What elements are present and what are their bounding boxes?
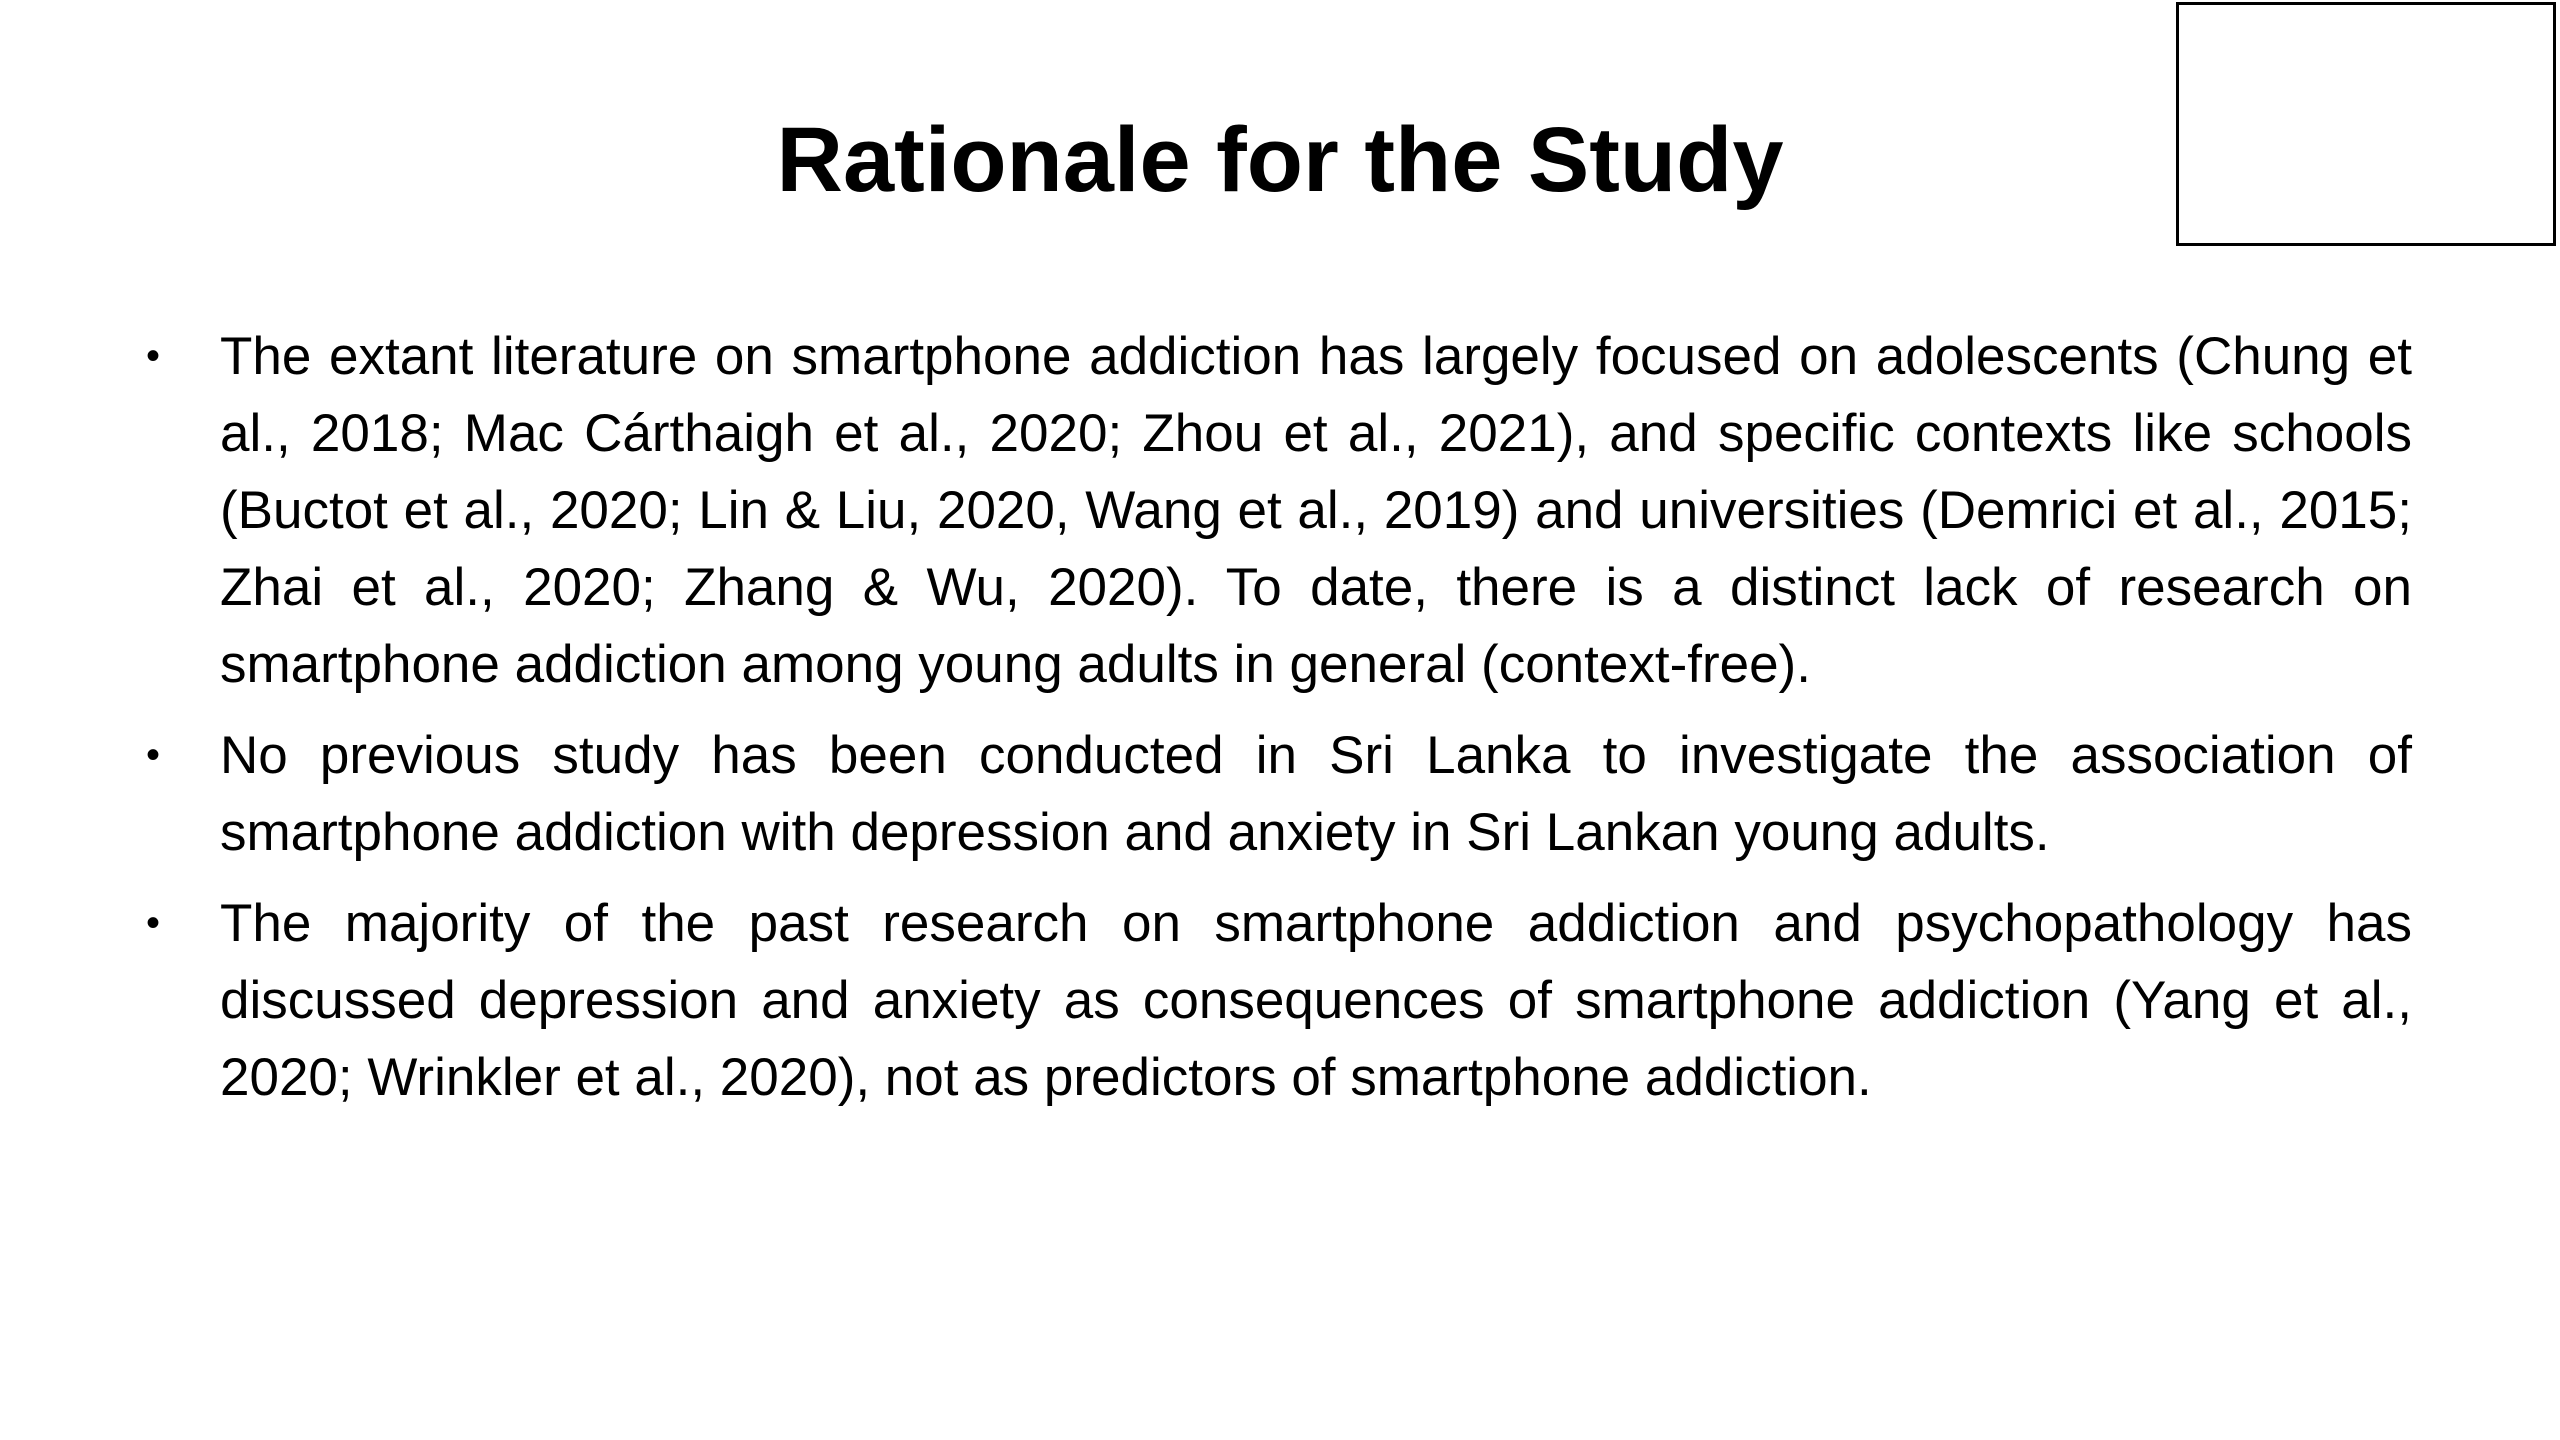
bullet-item	[140, 885, 2412, 1116]
bullet-icon: •	[146, 733, 161, 777]
slide-title: Rationale for the Study	[776, 109, 1784, 211]
bullet-list	[140, 318, 2412, 1130]
placeholder-box	[2176, 2, 2556, 246]
bullet-item	[140, 717, 2412, 871]
bullet-icon: •	[146, 334, 161, 378]
bullet-text: The extant literature on smartphone addiction has largely focused on adolescents (Chung et al., 2018; Mac Cárthaigh et al., 2020; Zhou et al., 2021), and specific contexts like schools (Buctot et al., 2020; Lin & Liu, 2020, Wang et al., 2019) and universities (Demrici et al., 2015; Zhai et al., 2020; Zhang & Wu, 2020). To date, there is a distinct lack of research on smartphone addiction among young adults in general (context-free).	[220, 327, 2412, 694]
bullet-text: No previous study has been conducted in Sri Lanka to investigate the association of smartphone addiction with depression and anxiety in Sri Lankan young adults.	[220, 726, 2412, 862]
bullet-icon: •	[146, 901, 161, 945]
bullet-text: The majority of the past research on smartphone addiction and psychopathology has discussed depression and anxiety as consequences of smartphone addiction (Yang et al., 2020; Wrinkler et al., 2020), not as predictors of smartphone addiction.	[220, 894, 2412, 1107]
bullet-item	[140, 318, 2412, 703]
